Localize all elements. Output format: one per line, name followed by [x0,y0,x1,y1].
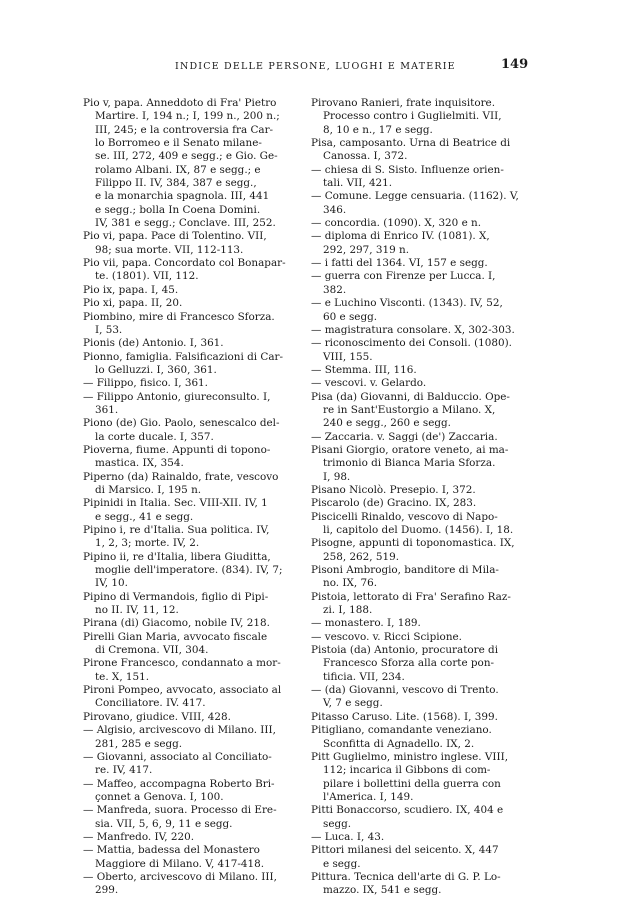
index-entry: — guerra con Firenze per Lucca. I, 382. [311,270,496,296]
index-entry: Pironi Pompeo, avvocato, associato al Conciliatore. IV. 417. [83,684,282,710]
index-entry: — Filippo, fisico. I, 361. [83,377,208,390]
index-entry: — Algisio, arcivescovo di Milano. III, 281, 285 e segg. [83,724,276,750]
index-entry: Pisa (da) Giovanni, di Balduccio. Ope- re in Sant'Eustorgio a Milano. X, 240 e segg., 260 e segg. [311,390,510,430]
index-entry: — e Luchino Visconti. (1343). IV, 52, 60 e segg. [311,297,503,323]
index-entry: Pio vi, papa. Pace di Tolentino. VII, 98; sua morte. VII, 112-113. [83,230,267,256]
index-entry: — Maffeo, accompagna Roberto Bri- çonnet a Genova. I, 100. [83,777,275,803]
index-entry: — Comune. Legge censuaria. (1162). V, 346. [311,190,519,216]
index-entry: — Mattia, badessa del Monastero Maggiore di Milano. V, 417-418. [83,844,265,870]
index-entry: Pipino i, re d'Italia. Sua politica. IV, 1, 2, 3; morte. IV, 2. [83,524,270,550]
index-entry: — (da) Giovanni, vescovo di Trento. V, 7 e segg. [311,684,499,710]
index-entry: — Manfreda, suora. Processo di Ere- sia. VII, 5, 6, 9, 11 e segg. [83,804,277,830]
index-entry: — Manfredo. IV, 220. [83,830,195,843]
index-entry: — Zaccaria. v. Saggi (de') Zaccaria. [311,430,498,443]
index-entry: — Luca. I, 43. [311,830,385,843]
index-entry: Pitigliano, comandante veneziano. Sconfitta di Agnadello. IX, 2. [311,724,492,750]
page-number: 149 [501,57,529,72]
index-entry: — vescovi. v. Gelardo. [311,377,427,390]
index-entry: Pirelli Gian Maria, avvocato fiscale di Cremona. VII, 304. [83,630,268,657]
index-entry: Pitt Guglielmo, ministro inglese. VIII, 112; incarica il Gibbons di com- pilare i bollettini della guerra con l'America. I, 149. [311,750,509,803]
index-entry: Piperno (da) Rainaldo, frate, vescovo di Marsico. I, 195 n. [83,470,279,496]
index-entry: Piombino, mire di Francesco Sforza. I, 53. [83,310,275,336]
index-entry: Pirone Francesco, condannato a mor- te. X, 151. [83,657,281,683]
index-entry: — vescovo. v. Ricci Scipione. [311,630,462,643]
index-entry: Pipino di Vermandois, figlio di Pipi- no II. IV, 11, 12. [83,590,269,617]
index-entry: — Giovanni, associato al Conciliato- re. IV, 417. [83,750,272,777]
index-entry: Pio ix, papa. I, 45. [83,283,179,296]
index-entry: — magistratura consolare. X, 302-303. [311,323,515,336]
index-entry: Pisano Nicolò. Presepio. I, 372. [311,483,476,496]
index-entry: — monastero. I, 189. [311,617,421,630]
index-entry: — i fatti del 1364. VI, 157 e segg. [311,257,488,270]
index-entry: — chiesa di S. Sisto. Influenze orien- tali. VII, 421. [311,163,504,190]
index-entry: Pirovano, giudice. VIII, 428. [83,710,231,723]
page-header [0,57,643,76]
running-head: INDICE DELLE PERSONE, LUOGHI E MATERIE [175,61,456,72]
index-entry: Pistoia, lettorato di Fra' Serafino Raz- zi. I, 188. [311,590,511,617]
index-entry: Piscarolo (de) Gracino. IX, 283. [311,497,477,510]
index-entry: — Filippo Antonio, giureconsulto. I, 361. [83,390,271,416]
index-column-right [311,97,535,898]
index-entry: — Oberto, arcivescovo di Milano. III, 299. [83,870,277,897]
index-entry: Pioverna, fiume. Appunti di topono- mastica. IX, 354. [83,443,271,470]
index-entry: Piono (de) Gio. Paolo, senescalco del- la corte ducale. I, 357. [83,417,280,443]
index-entry: Pipino ii, re d'Italia, libera Giuditta, moglie dell'imperatore. (834). IV, 7; IV, 10. [83,550,283,590]
index-entry: Pitti Bonaccorso, scudiero. IX, 404 e segg. [311,804,504,830]
index-entry: — diploma di Enrico IV. (1081). X, 292, 297, 319 n. [311,230,490,256]
index-entry: Pisogne, appunti di toponomastica. IX, 258, 262, 519. [311,537,515,563]
index-entry: Pionno, famiglia. Falsificazioni di Car- lo Gelluzzi. I, 360, 361. [83,350,284,376]
index-column-left [83,97,305,898]
index-entry: Pirana (di) Giacomo, nobile IV, 218. [83,617,270,630]
index-entry: Piscicelli Rinaldo, vescovo di Napo- li, capitolo del Duomo. (1456). I, 18. [311,510,514,536]
index-entry: Pio vii, papa. Concordato col Bonapar- te. (1801). VII, 112. [83,257,286,283]
index-entry: Pisa, camposanto. Urna di Beatrice di Canossa. I, 372. [311,137,511,163]
index-entry: Pitasso Caruso. Lite. (1568). I, 399. [311,710,498,723]
index-entry: — riconoscimento dei Consoli. (1080). VIII, 155. [311,337,512,363]
index-entry: Pistoia (da) Antonio, procuratore di Francesco Sforza alla corte pon- tificia. VII, 234. [311,644,499,683]
index-entry: Pirovano Ranieri, frate inquisitore. Processo contro i Guglielmiti. VII, 8, 10 e n., 17 e segg. [311,97,502,136]
index-entry: Pipinidi in Italia. Sec. VIII-XII. IV, 1 e segg., 41 e segg. [83,497,268,523]
index-entry: Pisoni Ambrogio, banditore di Mila- no. IX, 76. [311,564,499,590]
index-entry: Pio v, papa. Anneddoto di Fra' Pietro Martire. I, 194 n.; I, 199 n., 200 n.; III, 245; e la controversia fra Car- lo Borromeo e il Senato milane- se. III, 272, 409 e segg.; e Gio. Ge- rolamo Albani. IX, 87 e segg.; e Filippo II. IV, 384, 387 e segg., e la monarchia spagnola. III, 441 e segg.; bolla In Coena Domini. IV, 381 e segg.; Conclave. III, 252. [83,97,280,230]
index-entry: — Stemma. III, 116. [311,363,417,376]
index-entry: — concordia. (1090). X, 320 e n. [311,217,482,230]
index-entry: Pio xi, papa. II, 20. [83,297,183,310]
index-entry: Pittura. Tecnica dell'arte di G. P. Lo- mazzo. IX, 541 e segg. [311,870,501,897]
index-entry: Pionis (de) Antonio. I, 361. [83,337,224,350]
index-entry: Pittori milanesi del seicento. X, 447 e segg. [311,844,499,870]
index-entry: Pisani Giorgio, oratore veneto, ai ma- trimonio di Bianca Maria Sforza. I, 98. [311,443,509,483]
